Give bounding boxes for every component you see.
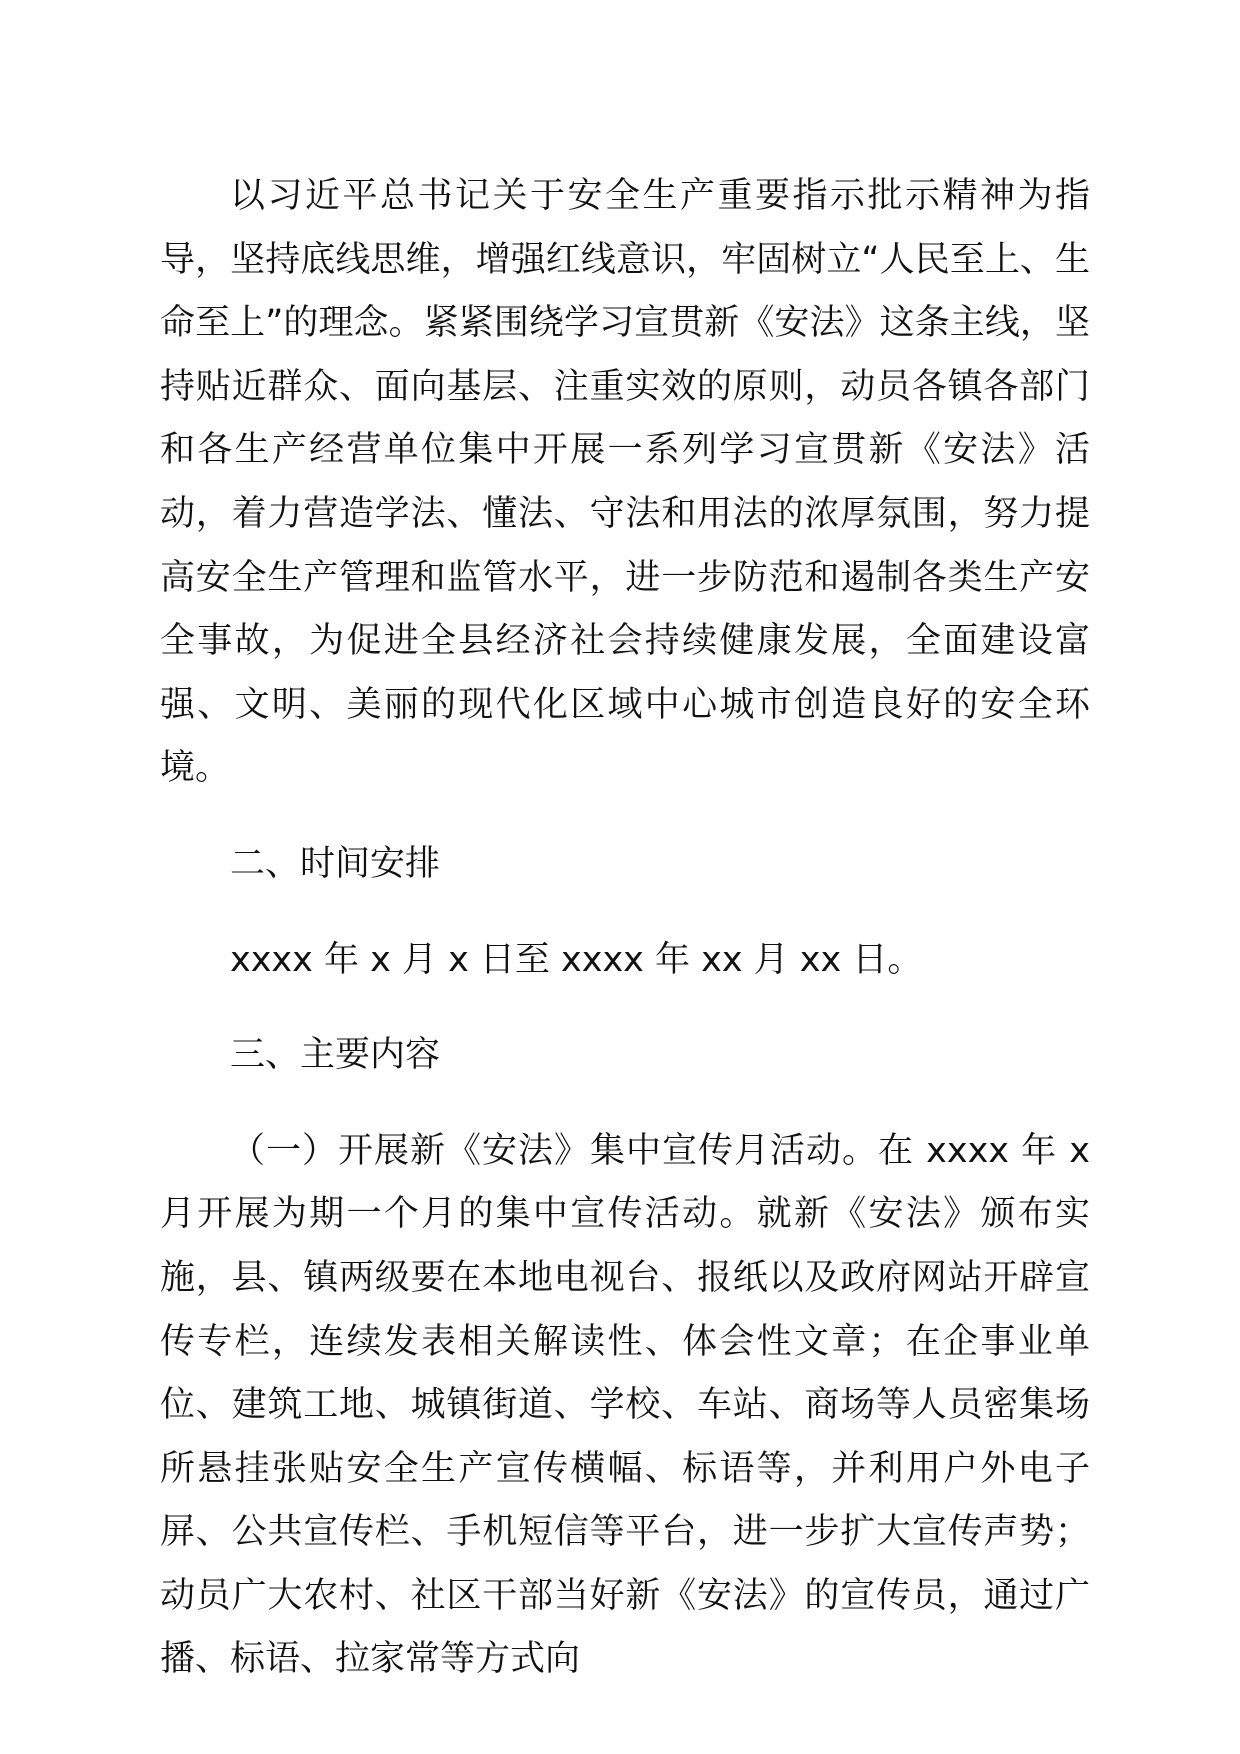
schedule-date-range: xxxx 年 x 月 x 日至 xxxx 年 xx 月 xx 日。 xyxy=(230,939,923,980)
section-heading-main-content: 三、主要内容 xyxy=(230,1035,441,1076)
guiding-principle-paragraph: 以习近平总书记关于安全生产重要指示批示精神为指导，坚持底线思维，增强红线意识，牢固树立“人民至上、生命至上”的理念。紧紧围绕学习宣贯新《安法》这条主线，坚持贴近群众、面向基层、注重实效的原则，动员各镇各部门和各生产经营单位集中开展一系列学习宣贯新《安法》活动，着力营造学法、懂法、守法和用法的浓厚氛围，努力提高安全生产管理和监管水平，进一步防范和遏制各类生产安全事故，为促进全县经济社会持续健康发展，全面建设富强、文明、美丽的现代化区域中心城市创造良好的安全环境。 xyxy=(160,176,1090,789)
campaign-month-paragraph: （一）开展新《安法》集中宣传月活动。在 xxxx 年 x 月开展为期一个月的集中宣传活动。就新《安法》颁布实施，县、镇两级要在本地电视台、报纸以及政府网站开辟宣传专栏，连续发表相关解读性、体会性文章；在企事业单位、建筑工地、城镇街道、学校、车站、商场等人员密集场所悬挂张贴安全生产宣传横幅、标语等，并利用户外电子屏、公共宣传栏、手机短信等平台，进一步扩大宣传声势；动员广大农村、社区干部当好新《安法》的宣传员，通过广播、标语、拉家常等方式向 xyxy=(160,1130,1090,1680)
document-body xyxy=(160,165,1090,1692)
section-heading-schedule: 二、时间安排 xyxy=(230,843,441,884)
